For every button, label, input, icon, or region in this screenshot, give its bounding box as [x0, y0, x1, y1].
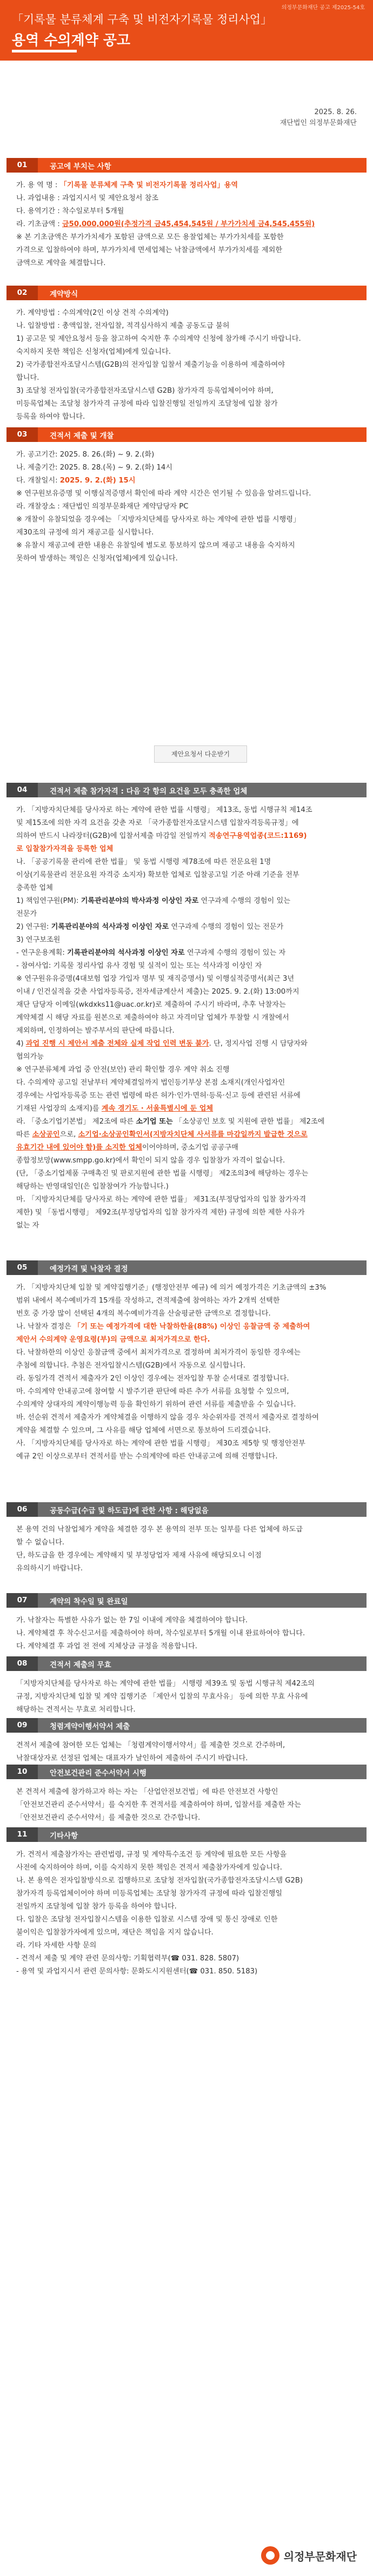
text-segment: 본 용역 건의 낙찰업체가 계약을 체결한 경우 본 용역의 전부 또는 일부를 다른 업체에 하도급	[16, 1525, 303, 1534]
text-segment: 제한) 및 「동법시행령」 제92조(부정당업자의 입찰 참가자격 제한) 규정에 의한 제한 사유가	[16, 1208, 305, 1217]
section-line	[16, 526, 357, 539]
section-body	[6, 1517, 367, 1578]
text-segment: 이어야하며, 중소기업 공공구매	[142, 1144, 238, 1152]
text-segment: - 참여사업: 기록물 정리사업 유사 경험 및 실적이 있는 또는 석사과정 이상인 자	[16, 962, 262, 970]
text-segment: 가. 공고기간: 2025. 8. 26.(화) ~ 9. 2.(화)	[16, 451, 155, 459]
text-segment: 번호 중 가장 많이 선택된 4개의 복수예비가격을 산술평균한 금액으로 결정합니다.	[16, 1310, 271, 1318]
section-body	[6, 1779, 367, 1828]
section-line	[16, 1703, 357, 1716]
notice-title-line2: 용역 수의계약 공고	[12, 32, 131, 49]
section-06	[6, 1502, 367, 1578]
section-line	[16, 1359, 357, 1372]
text-segment: 전문가	[16, 910, 37, 918]
text-segment: 「안전보건관리 준수서약서」를 숙지한 후 견적서를 제출하여야 하며, 입찰서를 제출한 자는	[16, 1801, 301, 1809]
section-header	[6, 1593, 367, 1608]
text-segment: ※ 연구분류체계 과업 중 안전(보안) 관리 확인할 경우 계약 취소 진행	[16, 1066, 230, 1074]
text-segment: 나. 입찰방법 : 총액입찰, 전자입찰, 적격심사하지 제출 공동도급 불허	[16, 322, 230, 330]
section-header	[6, 783, 367, 797]
section-line	[16, 1677, 357, 1690]
text-segment: 라. 기타 자세한 사항 문의	[16, 1941, 97, 1950]
text-segment: 가. 낙찰자는 특별한 사유가 없는 한 7일 이내에 계약을 체결하여야 합니다.	[16, 1616, 248, 1624]
text-segment: 소기업·소상공인확인서(지방자치단체 사서류를 마감일까지 발급한 것으로	[78, 1131, 308, 1139]
text-segment: (단, 「중소기업제품 구매촉진 및 판로지원에 관한 법률 시행령」 제2조의3에 해당하는 경우는	[16, 1170, 309, 1178]
section-header	[6, 1718, 367, 1733]
section-line	[16, 1385, 357, 1398]
section-number: 08	[6, 1656, 38, 1671]
text-segment: - 연구운용계획:	[16, 949, 68, 957]
text-segment: 유의하시기 바랍니다.	[16, 1564, 83, 1573]
section-line	[16, 1307, 357, 1320]
text-segment: ※ 개찰이 유찰되었을 경우에는 「지방자치단체를 당사자로 하는 계약에 관한 법률 시행령」	[16, 516, 301, 524]
text-segment: 제외하며, 인정하여는 발주부서의 판단에 따릅니다.	[16, 1027, 175, 1035]
text-segment: 가. 용 역 명 :	[16, 181, 60, 189]
section-body	[6, 300, 367, 427]
section-line	[16, 1786, 357, 1799]
text-segment: 다. 개찰일시:	[16, 477, 60, 485]
text-segment: ※ 연구원보유증명 및 이행실적증명서 확인에 따라 계약 시간은 연기될 수 있음을 알려드립니다.	[16, 490, 311, 498]
section-03	[6, 427, 367, 569]
section-line	[16, 999, 357, 1012]
section-line	[16, 895, 357, 908]
section-line	[16, 1012, 357, 1025]
text-segment: 연구과제 수행의 경험이 있는	[198, 897, 290, 905]
section-line	[16, 960, 357, 973]
section-line	[16, 1115, 357, 1128]
text-segment: 제안서 수의계약 운영요령(부)의 금액으로 최저가격으로 한다.	[16, 1336, 210, 1344]
section-line	[16, 1051, 357, 1064]
section-line	[16, 1193, 357, 1206]
section-line	[16, 1398, 357, 1411]
logo-text: 의정부문화재단	[283, 2549, 357, 2563]
text-segment: 계약체결 시 해당 자료를 원본으로 제출하여야 하고 자격미달 업체가 투찰할 시 개찰에서	[16, 1014, 289, 1022]
section-line	[16, 1038, 357, 1051]
text-segment: 「기록물 분류체계 구축 및 비전자기록물 정리사업」용역	[59, 181, 238, 189]
text-segment: 4)	[16, 1040, 26, 1048]
section-line	[16, 1739, 357, 1752]
section-07	[6, 1593, 367, 1656]
section-line	[16, 1219, 357, 1232]
section-number: 04	[6, 783, 38, 797]
text-segment: 바. 선순위 견적서 제출자가 계약체결을 이행하지 않을 경우 차순위자를 견적서 제출자로 결정하여	[16, 1414, 319, 1422]
text-segment: 마. 수의계약 안내공고에 참여할 시 발주기관 판단에 따른 추가 서류를 요청할 수 있으며,	[16, 1388, 289, 1396]
text-segment: 미등록업체는 조달청 참가자격 규정에 따라 입찰진행일 전일까지 조달청에 입찰 참가	[16, 400, 278, 408]
text-segment: 나. 낙찰자 결정은	[16, 1323, 74, 1331]
text-segment: 단, 하도급을 한 경우에는 계약해지 및 부정당업자 제재 사유에 해당되오니 이점	[16, 1551, 262, 1560]
notice-issuer: 재단법인 의정부문화재단	[279, 119, 357, 127]
section-body	[6, 173, 367, 273]
text-segment: 유효기간 내에 있어야 함)를 소지한 업체	[16, 1144, 142, 1152]
text-segment: 협의가능	[16, 1053, 44, 1061]
section-08	[6, 1656, 367, 1720]
header-banner	[0, 0, 373, 61]
section-header	[6, 427, 367, 442]
section-10	[6, 1765, 367, 1828]
text-segment: 기재된 사업장의 소재지)를	[16, 1105, 102, 1113]
text-segment: 「소상공인 보호 및 지원에 관한 법률」 제2조에	[172, 1118, 325, 1126]
section-line	[16, 1076, 357, 1089]
text-segment: 로 입찰참가자격을 등록한 업체	[16, 845, 114, 853]
text-segment: 적송연구용역업종(코드:1169)	[209, 832, 307, 840]
section-line	[16, 1562, 357, 1575]
text-segment: 2) 국가종합전자조달시스템(G2B)의 전자입찰 입찰서 제출기능을 이용하여 제출하여야	[16, 361, 285, 369]
text-segment: 이내 / 인건실적을 갖춘 사업자등록증, 전자세금계산서 제출)는 2025. 9. 2.(화) 13:00까지	[16, 988, 299, 996]
section-11	[6, 1827, 367, 1981]
text-segment: 라. 개찰장소 : 재단법인 의정부문화재단 계약담당자 PC	[16, 503, 189, 511]
section-line	[16, 461, 357, 474]
text-segment: 연구과제 수행의 경험이 있는 자	[184, 949, 286, 957]
text-segment: 금액으로 계약을 체결합니다.	[16, 259, 106, 267]
text-segment: 2025. 9. 2.(화) 15시	[59, 477, 136, 485]
text-segment: 가. 견적서 제출참가자는 관련법령, 규정 및 계약특수조건 등 계약에 필요한 모든 사항을	[16, 1851, 287, 1859]
text-segment: 충족한 업체	[16, 884, 53, 892]
text-segment: - 용역 및 과업지시서 관련 문의사항: 문화도시지원센터(☎ 031. 850. 5183)	[16, 1967, 258, 1976]
section-header	[6, 158, 367, 173]
text-segment: 낙찰대상자로 선정된 업체는 대표자가 날인하여 제출하여 주시기 바랍니다.	[16, 1754, 248, 1762]
text-segment: 소기업 또는	[136, 1118, 173, 1126]
section-line	[16, 869, 357, 882]
section-line	[16, 218, 357, 231]
text-segment: 「기 또는 예정가격에 대한 낙찰하한율(88%) 이상인 응찰금액 중 제출하여	[73, 1323, 310, 1331]
header-accent-bar	[12, 50, 77, 52]
text-segment: 계약을 체결할 수 있으며, 그 사유를 해당 업체에 서면으로 통보하여 드리겠습니다.	[16, 1426, 271, 1435]
section-title: 계약의 착수일 및 완료일	[50, 1597, 128, 1606]
text-segment: 기록관리분야의 석사과정 이상인 자로	[67, 949, 185, 957]
section-line	[16, 552, 357, 565]
section-line	[16, 1926, 357, 1939]
section-title: 견적서 제출의 무효	[50, 1660, 111, 1669]
text-segment: 숙지하지 못한 책임은 신청자(업체)에게 있습니다.	[16, 348, 171, 356]
text-segment: 3) 연구보조원	[16, 936, 61, 944]
section-line	[16, 1627, 357, 1640]
text-segment: 소상공인	[32, 1131, 60, 1139]
text-segment: 가. 「지방자치단체 입찰 및 계약집행기준」(행정안전부 예규) 에 의거 예정가격은 기초금액의 ±3%	[16, 1284, 327, 1292]
text-segment: 전일까지 조달청에 입찰 참가 등록을 하여야 합니다.	[16, 1903, 177, 1911]
section-02	[6, 286, 367, 427]
text-segment: 2) 연구원:	[16, 923, 51, 931]
section-line	[16, 1450, 357, 1463]
text-segment: 가격으로 입찰하여야 하며, 부가가치세 면세업체는 낙찰금액에서 부가가치세를 제외한	[16, 246, 283, 254]
text-segment: 할 수 없습니다.	[16, 1538, 65, 1547]
section-number: 11	[6, 1827, 38, 1842]
section-line	[16, 1411, 357, 1424]
section-body	[6, 1842, 367, 1981]
text-segment: 「안전보건관리 준수서약서」를 제출한 것으로 간주합니다.	[16, 1814, 201, 1822]
section-number: 05	[6, 1260, 38, 1275]
section-body	[6, 1608, 367, 1656]
text-segment: 이상(기록물관리 전문요원 자격증 소지자) 확보한 업체로 입찰공고일 기준 아래 기준을 전부	[16, 871, 299, 879]
text-segment: 라. 동일가격 견적서 제출자가 2인 이상인 경우에는 전자입찰 투찰 순서대로 결정합니다.	[16, 1375, 289, 1383]
text-segment: - 견적서 제출 및 계약 관련 문의사항: 기획협력부(☎ 031. 828. 5807)	[16, 1954, 239, 1963]
section-line	[16, 1523, 357, 1536]
proposal-download-button[interactable]: 제안요청서 다운받기	[154, 745, 247, 763]
section-line	[16, 1536, 357, 1549]
section-line	[16, 1141, 357, 1154]
text-segment: 및 제15조에 의한 자격 요건을 갖춘 자로 「국가종합전자조달시스템 입찰자격등록규정」에	[16, 819, 299, 827]
section-line	[16, 804, 357, 817]
text-segment: 나. 본 용역은 전자입찰방식으로 집행하므로 조달청 전자입찰(국가종합전자조달시스템 G2B)	[16, 1877, 303, 1885]
text-segment: 기록관리분야의 석사과정 이상인 자로	[51, 923, 169, 931]
text-segment: 나. 계약체결 후 착수신고서를 제출하여야 하며, 착수일로부터 5개월 이내 완료하여야 합니다.	[16, 1629, 305, 1637]
section-line	[16, 179, 357, 192]
text-segment: 라. 기초금액 :	[16, 220, 62, 228]
section-line	[16, 1372, 357, 1385]
section-line	[16, 1128, 357, 1141]
section-line	[16, 1874, 357, 1887]
section-line	[16, 333, 357, 346]
text-segment: 본 견적서 제출에 참가하고자 하는 자는 「산업안전보건법」에 따른 안전보건 사항인	[16, 1788, 278, 1796]
section-number: 02	[6, 286, 38, 300]
text-segment: 사. 「지방자치단체를 당사자로 하는 계약에 관한 법률 시행령」 제30조 제5항 및 행정안전부	[16, 1439, 305, 1448]
section-line	[16, 908, 357, 921]
text-segment: 다. 계약체결 후 과업 전 전에 지체상금 규정을 적용합니다.	[16, 1642, 197, 1650]
date-block	[280, 107, 357, 129]
section-line	[16, 359, 357, 372]
text-segment: 해당하는 견적서는 무효로 처리합니다.	[16, 1706, 136, 1714]
text-segment: 라. 「중소기업기본법」 제2조에 따른	[16, 1118, 136, 1126]
text-segment: 나. 과업내용 : 과업지시서 및 제안요청서 참조	[16, 194, 159, 202]
text-segment: ※ 연구원유유증명(4대보험 업장 가입자 명부 및 재직증명서) 및 이행실적증명서(최근 3년	[16, 975, 295, 983]
section-line	[16, 1939, 357, 1952]
text-segment: 다. 수의계약 공고일 전날부터 계약체결일까지 법인등기부상 본점 소재지(개인사업자인	[16, 1079, 285, 1087]
section-title: 견적서 제출 및 개찰	[50, 431, 114, 440]
section-body	[6, 1275, 367, 1467]
text-segment: ※ 본 기초금액은 부가가치세가 포함된 금액으로 모든 용찰업체는 부가가치세를 포함한	[16, 233, 284, 241]
section-line	[16, 205, 357, 218]
section-body	[6, 1733, 367, 1768]
section-line	[16, 398, 357, 411]
section-line	[16, 1965, 357, 1978]
section-line	[16, 385, 357, 398]
text-segment: ※ 유찰시 재공고에 관한 내용은 유찰일에 별도로 통보하지 않으며 재공고 내용을 숙지하지	[16, 541, 295, 550]
section-line	[16, 973, 357, 986]
section-line	[16, 1206, 357, 1219]
section-line	[16, 843, 357, 856]
notice-date: 2025. 8. 26.	[314, 108, 357, 116]
text-segment: 견적서 제출에 참여한 모든 업체는 「청렴계약이행서약서」를 제출한 것으로 간주하며,	[16, 1741, 285, 1749]
section-header	[6, 1656, 367, 1671]
section-line	[16, 1333, 357, 1346]
text-segment: 가. 「지방자치단체를 당사자로 하는 계약에 관한 법률 시행령」 제13조, 동법 시행규칙 제14조	[16, 806, 312, 814]
section-line	[16, 1294, 357, 1307]
section-title: 기타사항	[50, 1831, 78, 1840]
section-line	[16, 830, 357, 843]
notice-title-line1: 「기록물 분류체계 구축 및 비전자기록물 정리사업」	[12, 13, 272, 26]
text-segment: 종합정보망(www.smpp.go.kr)에서 확인이 되지 않을 경우 입찰참가 자격이 없습니다.	[16, 1157, 285, 1165]
text-segment: 연구과제 수행의 경험이 있는 전문가	[169, 923, 284, 931]
section-line	[16, 500, 357, 513]
section-line	[16, 1424, 357, 1437]
text-segment: 따른	[16, 1131, 32, 1139]
section-line	[16, 1812, 357, 1825]
section-line	[16, 1064, 357, 1076]
section-line	[16, 817, 357, 830]
section-line	[16, 1346, 357, 1359]
text-segment: 경우에는 사업자등록증 또는 관련 법령에 따른 허가·인가·면허·등록·신고 등에 관련된 서류에	[16, 1092, 301, 1100]
text-segment: 수의계약 상대자의 계약이행능력 등을 확인하기 위하여 관련 서류를 제출받을 수 있습니다.	[16, 1401, 296, 1409]
section-header	[6, 286, 367, 300]
text-segment: 1) 공고문 및 제안요청서 등을 참고하여 숙지한 후 수의계약 신청에 참가해 주시기 바랍니다.	[16, 335, 301, 343]
text-segment: 불이익은 입찰참가자에게 있으며, 재단은 책임을 지지 않습니다.	[16, 1928, 214, 1937]
section-line	[16, 1025, 357, 1038]
section-header	[6, 1260, 367, 1275]
text-segment: 못하여 발생하는 책임은 신청자(업체)에게 있습니다.	[16, 554, 178, 563]
section-line	[16, 1952, 357, 1965]
section-line	[16, 1690, 357, 1703]
section-line	[16, 1887, 357, 1900]
text-segment: . 단, 정지사업 진행 시 담당자와	[209, 1040, 308, 1048]
section-line	[16, 487, 357, 500]
text-segment: 합니다.	[16, 374, 39, 382]
text-segment: 3) 조달청 전자입찰(국가종합전자조달시스템 G2B) 참가자격 등록업체이어야 하며,	[16, 387, 274, 395]
text-segment: 으로,	[59, 1131, 78, 1139]
section-line	[16, 1549, 357, 1562]
section-line	[16, 539, 357, 552]
section-line	[16, 934, 357, 947]
section-title: 안전보건관리 준수서약서 시행	[50, 1768, 146, 1778]
section-line	[16, 1089, 357, 1102]
section-title: 견적서 제출 참가자격 : 다음 각 항의 요건을 모두 충족한 업체	[50, 787, 248, 796]
section-number: 09	[6, 1718, 38, 1733]
section-09	[6, 1718, 367, 1768]
text-segment: 나. 제출기간: 2025. 8. 28.(목) ~ 9. 2.(화) 14시	[16, 464, 172, 472]
text-segment: 다. 용역기간 : 착수일로부터 5개월	[16, 207, 124, 215]
section-header	[6, 1502, 367, 1517]
section-title: 청렴계약이행서약서 제출	[50, 1722, 130, 1731]
text-segment: 규정, 지방자치단체 입찰 및 계약 집행기준 「제안서 입찰의 무효사유」 등에 의한 무효 사유에	[16, 1693, 308, 1701]
text-segment: 범위 내에서 복수예비가격 15개를 작성하고, 견적제출에 참여하는 자가 2개씩 선택한	[16, 1297, 280, 1305]
section-title: 공동수급(수급 및 하도급)에 관한 사항 : 해당없음	[50, 1506, 209, 1515]
text-segment: 참가자격 등록업체이어야 하며 미등록업체는 조달청 참가자격 규정에 따라 입찰진행일	[16, 1890, 283, 1898]
text-segment: 계속 경기도 · 서울특별시에 둔 업체	[101, 1105, 214, 1113]
text-segment: 해당하는 반영대일인(은 입찰참여가 가능합니다.)	[16, 1183, 169, 1191]
section-line	[16, 411, 357, 424]
text-segment: 등록을 하여야 합니다.	[16, 413, 85, 421]
section-number: 10	[6, 1765, 38, 1779]
logo-mark-icon	[261, 2546, 279, 2565]
section-line	[16, 986, 357, 999]
section-line	[16, 1102, 357, 1115]
section-line	[16, 1320, 357, 1333]
section-line	[16, 1640, 357, 1653]
section-number: 03	[6, 427, 38, 442]
section-line	[16, 947, 357, 960]
text-segment: 1) 책임연구원(PM):	[16, 897, 81, 905]
section-title: 공고에 부치는 사항	[50, 162, 111, 171]
section-line	[16, 231, 357, 244]
section-05	[6, 1260, 367, 1467]
section-line	[16, 1900, 357, 1913]
section-line	[16, 257, 357, 270]
section-line	[16, 1848, 357, 1861]
section-header	[6, 1827, 367, 1842]
section-line	[16, 1437, 357, 1450]
section-line	[16, 856, 357, 869]
text-segment: 과업 진행 시 제안서 제출 전체와 실제 작업 인력 변동 불가	[25, 1040, 209, 1048]
text-segment: 제30조의 규정에 의거 재공고를 실시합니다.	[16, 529, 154, 537]
footer	[0, 2540, 373, 2576]
text-segment: 금50,000,000원(추정가격 금45,454,545원 / 부가가치세 금4,545,455원)	[62, 220, 315, 228]
section-line	[16, 513, 357, 526]
section-line	[16, 346, 357, 359]
section-line	[16, 448, 357, 461]
section-01	[6, 158, 367, 273]
text-segment: 기록관리분야의 박사과정 이상인 자로	[81, 897, 199, 905]
section-line	[16, 1282, 357, 1294]
text-segment: 의하여 반드시 나라장터(G2B)에 입찰서제출 마감일 전일까지	[16, 832, 209, 840]
section-number: 06	[6, 1502, 38, 1517]
text-segment: 「지방자치단체를 당사자로 하는 계약에 관한 법률」 시행령 제39조 및 동법 시행규칙 제42조의	[16, 1680, 315, 1688]
text-segment: 예규 2인 이상으로부터 견적서를 받는 수의계약에 따른 안내공고에 의해 진행합니다.	[16, 1452, 278, 1461]
section-line	[16, 1614, 357, 1627]
section-line	[16, 1861, 357, 1874]
section-line	[16, 192, 357, 205]
text-segment: 추첨에 의합니다. 추첨은 전자입찰시스템(G2B)에서 자동으로 실시합니다.	[16, 1362, 245, 1370]
foundation-logo	[261, 2546, 357, 2565]
section-body	[6, 442, 367, 569]
text-segment: 다. 낙찰하한의 이상인 응찰금액 중에서 최저가격으로 결정하며 최저가격이 동일한 경우에는	[16, 1349, 301, 1357]
text-segment: 마. 「지방자치단체를 당사자로 하는 계약에 관한 법률」 제31조(부정당업자의 입찰 참가자격	[16, 1195, 307, 1204]
section-title: 예정가격 및 낙찰자 결정	[50, 1264, 128, 1273]
section-line	[16, 1752, 357, 1765]
text-segment: 재단 담당자 이메일(wkdxks11@uac.or.kr)로 제출하여 주시기 바라며, 추후 낙찰자는	[16, 1001, 286, 1009]
section-line	[16, 882, 357, 895]
section-number: 07	[6, 1593, 38, 1608]
section-line	[16, 1180, 357, 1193]
section-line	[16, 307, 357, 320]
section-header	[6, 1765, 367, 1779]
section-line	[16, 1913, 357, 1926]
section-number: 01	[6, 158, 38, 173]
section-line	[16, 1799, 357, 1812]
section-title: 계약방식	[50, 289, 78, 299]
notice-number: 의정부문화재단 공고 제2025-54호	[281, 5, 365, 11]
section-body	[6, 1671, 367, 1720]
text-segment: 다. 입찰은 조달청 전자입찰시스템을 이용한 입찰로 시스템 장애 및 통신 장애로 인한	[16, 1916, 278, 1924]
section-line	[16, 1154, 357, 1167]
text-segment: 나. 「공공기록물 관리에 관한 법률」 및 동법 시행령 제78조에 따른 전문요원 1명	[16, 858, 271, 866]
section-line	[16, 372, 357, 385]
text-segment: 사전에 숙지하여야 하며, 이를 숙지하지 못한 책임은 견적서 제출참가자에게 있습니다.	[16, 1864, 282, 1872]
section-line	[16, 474, 357, 487]
text-segment: 없는 자	[16, 1221, 39, 1230]
section-line	[16, 320, 357, 333]
section-body	[6, 797, 367, 1236]
text-segment: 가. 계약방법 : 수의계약(2인 이상 견적 수의계약)	[16, 309, 169, 317]
section-line	[16, 244, 357, 257]
section-line	[16, 921, 357, 934]
section-line	[16, 1167, 357, 1180]
section-04	[6, 783, 367, 1236]
